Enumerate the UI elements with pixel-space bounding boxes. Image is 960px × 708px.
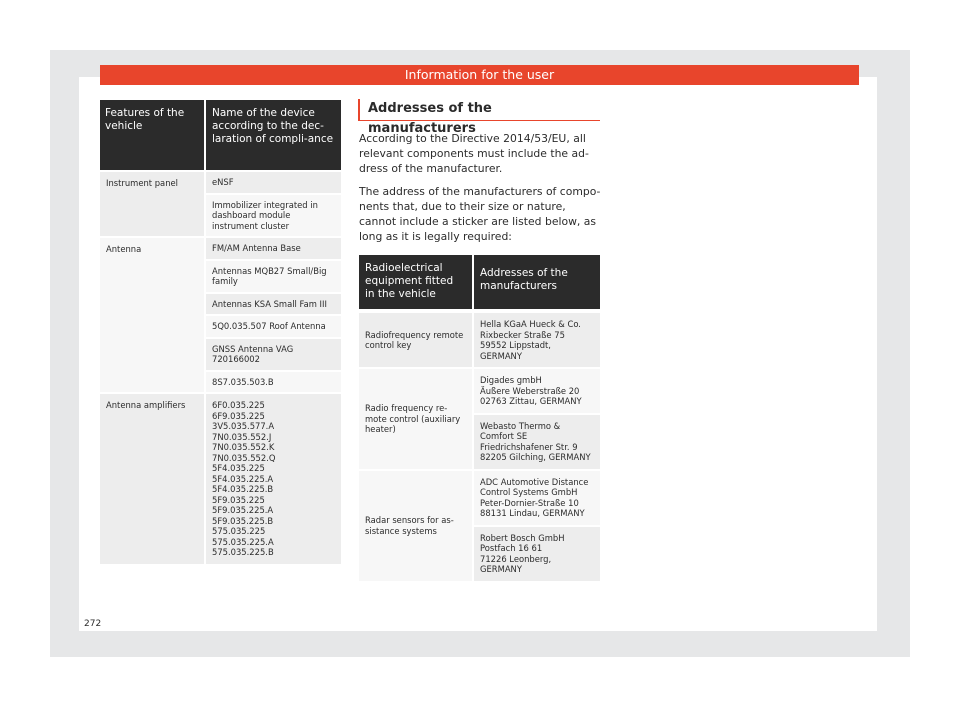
feature-cell: Antenna	[100, 238, 204, 392]
table-row	[100, 172, 341, 236]
feature-cell: Antenna amplifiers	[100, 394, 204, 564]
table-row	[100, 394, 341, 564]
manufacturers-table-header	[359, 255, 600, 309]
intro-paragraph: According to the Directive 2014/53/EU, all relevant components must include the ad-dress of the manufacturer.	[359, 132, 589, 175]
header-equipment: Radioelectrical equipment fitted in the vehicle	[365, 262, 454, 300]
address-cell: Webasto Thermo & Comfort SE Friedrichshafener Str. 9 82205 Gilching, GERMANY	[474, 415, 600, 469]
address-cell: Hella KGaA Hueck & Co. Rixbecker Straße 75 59552 Lippstadt, GERMANY	[474, 313, 600, 367]
device-cell: Antennas KSA Small Fam III	[206, 294, 341, 315]
section-title: Addresses of the manufacturers	[358, 99, 600, 121]
table-row	[359, 369, 600, 469]
table-row	[359, 471, 600, 581]
table-row	[359, 313, 600, 367]
equipment-cell: Radio frequency re-mote control (auxiliary heater)	[359, 369, 472, 469]
device-cell: GNSS Antenna VAG 720166002	[206, 339, 341, 370]
features-table-header	[100, 100, 341, 170]
header-device-name: Name of the device according to the dec-laration of compli-ance	[204, 100, 341, 170]
table-row	[100, 238, 341, 392]
address-cell: ADC Automotive Distance Control Systems GmbH Peter-Dornier-Straße 10 88131 Lindau, GERMANY	[474, 471, 600, 525]
page-header: Information for the user	[100, 65, 859, 85]
address-cell: Digades gmbH Äußere Weberstraße 20 02763 Zittau, GERMANY	[474, 369, 600, 413]
equipment-cell: Radar sensors for as-sistance systems	[359, 471, 472, 581]
device-cell: Antennas MQB27 Small/Big family	[206, 261, 341, 292]
page-number: 272	[84, 619, 102, 629]
header-features: Features of the vehicle	[105, 107, 185, 132]
features-table	[100, 100, 341, 564]
device-cell: 6F0.035.225 6F9.035.225 3V5.035.577.A 7N0.035.552.J 7N0.035.552.K 7N0.035.552.Q 5F4.035.225 5F4.035.225.A 5F4.035.225.B 5F9.035.225 5F9.035.225.A 5F9.035.225.B 575.035.225 575.035.225.A 575.035.225.B	[206, 394, 341, 564]
description-paragraph: The address of the manufacturers of compo-nents that, due to their size or nature, cannot include a sticker are listed below, as long as it is legally required:	[359, 185, 601, 243]
address-cell: Robert Bosch GmbH Postfach 16 61 71226 Leonberg, GERMANY	[474, 527, 600, 581]
device-cell: eNSF	[206, 172, 341, 193]
equipment-cell: Radiofrequency remote control key	[359, 313, 472, 367]
device-cell: 5Q0.035.507 Roof Antenna	[206, 316, 341, 337]
header-addresses: Addresses of the manufacturers	[472, 255, 600, 309]
manufacturers-table	[359, 255, 600, 581]
device-cell: FM/AM Antenna Base	[206, 238, 341, 259]
device-cell: 8S7.035.503.B	[206, 372, 341, 393]
feature-cell: Instrument panel	[100, 172, 204, 236]
device-cell: Immobilizer integrated in dashboard module instrument cluster	[206, 195, 341, 237]
